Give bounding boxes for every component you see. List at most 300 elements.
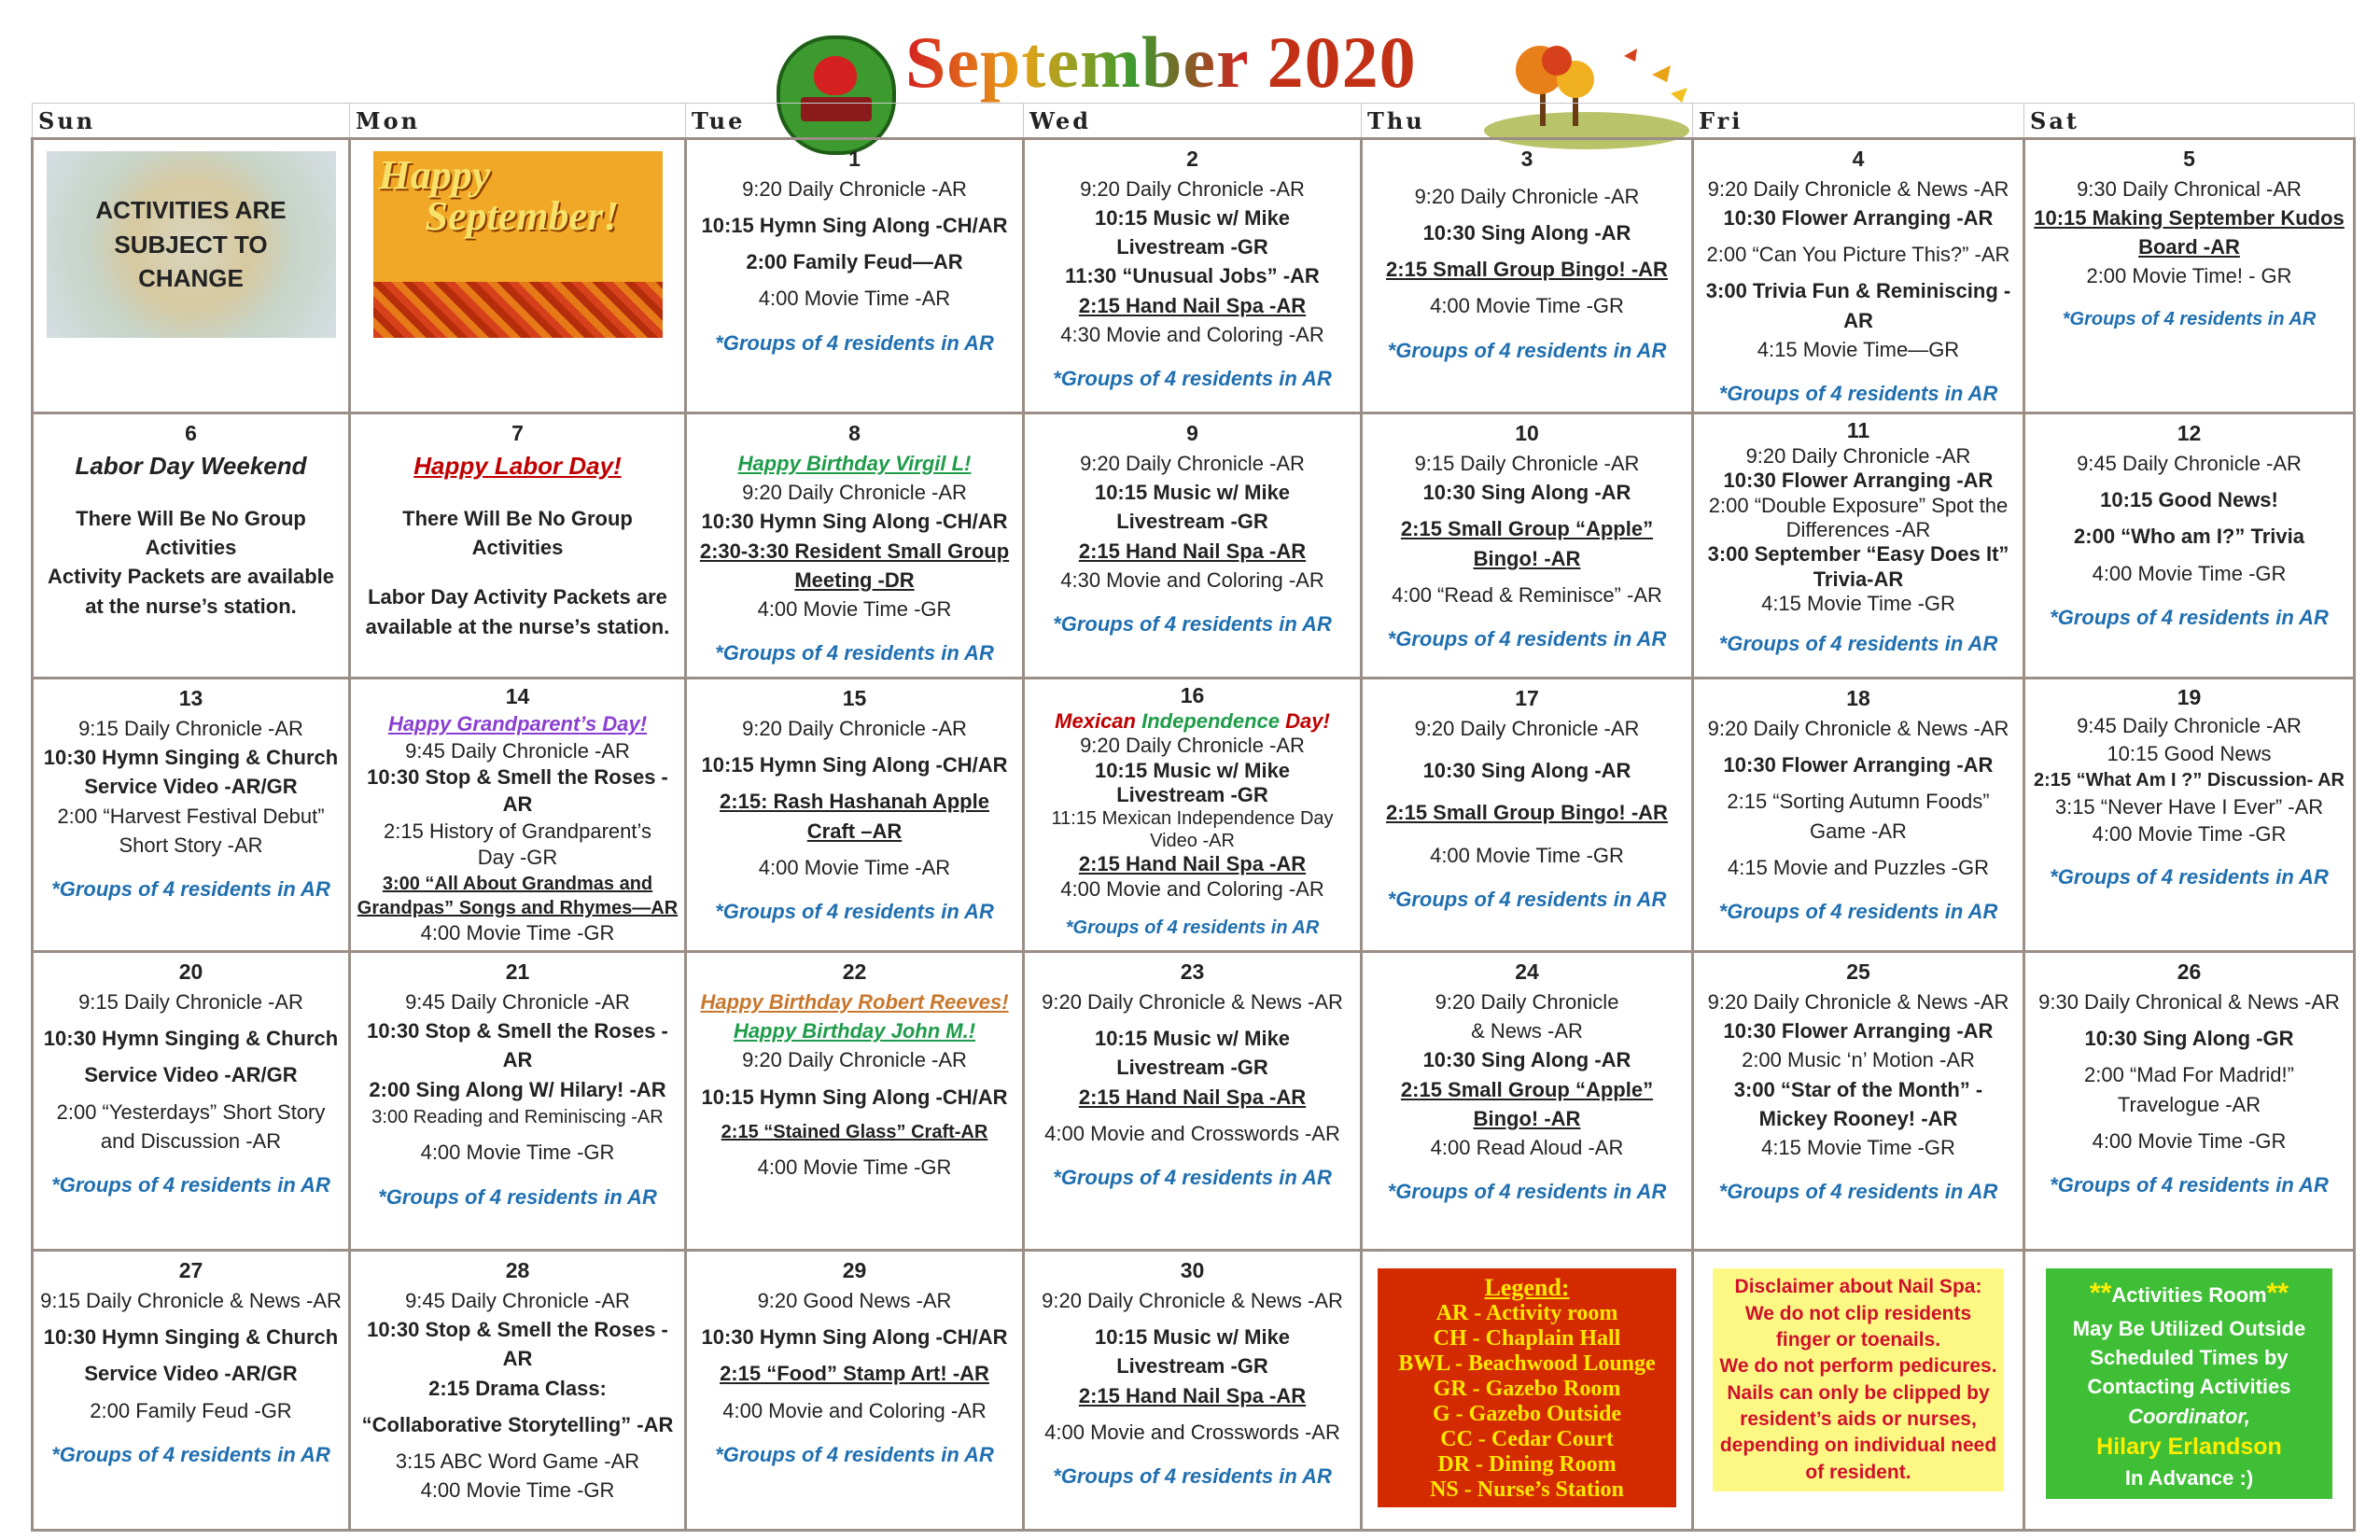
calendar-text: 10:30 Sing Along -AR — [1422, 220, 1631, 245]
calendar-text: 11:30 “Unusual Jobs” -AR — [1065, 264, 1320, 288]
legend-item: CC - Cedar Court — [1440, 1426, 1614, 1451]
calendar-text: 9:20 Daily Chronicle -AR — [1414, 716, 1640, 740]
calendar-text: Differences -AR — [1785, 518, 1931, 542]
calendar-text: Happy Birthday Robert Reeves! — [700, 990, 1009, 1014]
disclaimer-cell — [1693, 1251, 2024, 1531]
weekday-tue: Tue — [686, 104, 1024, 139]
calendar-text: *Groups of 4 residents in AR — [51, 1442, 330, 1466]
day-cell-7 — [350, 413, 686, 679]
calendar-text: 29 — [842, 1258, 867, 1283]
calendar-text: 4:00 Movie Time -GR — [420, 920, 615, 945]
calendar-text: *Groups of 4 residents in AR — [715, 641, 994, 665]
calendar-text: 22 — [842, 959, 867, 985]
week-row-3 — [33, 679, 2355, 952]
calendar-text: *Groups of 4 residents in AR — [1053, 367, 1332, 391]
calendar-text: 9:20 Daily Chronicle & News -AR — [1042, 990, 1343, 1014]
calendar-text: 10:30 Flower Arranging -AR — [1723, 469, 1994, 493]
day-cell-29 — [686, 1251, 1024, 1531]
calendar-text: 10:30 Flower Arranging -AR — [1723, 205, 1994, 230]
calendar-text: *Groups of 4 residents in AR — [1053, 1166, 1332, 1190]
calendar-text: Nails can only be clipped by — [1727, 1381, 1990, 1404]
calendar-text: of resident. — [1805, 1461, 1911, 1483]
calendar-text: Game -AR — [1810, 819, 1907, 843]
calendar-text: 2:00 “Who am I?” Trivia — [2074, 525, 2304, 549]
calendar-text: 1 — [848, 147, 861, 171]
day-cell-20 — [33, 952, 350, 1251]
calendar-text: 10:30 Hymn Singing & Church — [43, 1027, 339, 1051]
calendar-text: 10:30 Hymn Sing Along -CH/AR — [701, 510, 1008, 534]
calendar-text: 2:15 “Stained Glass” Craft-AR — [721, 1121, 988, 1142]
calendar-text: 9:45 Daily Chronicle -AR — [405, 990, 630, 1014]
calendar-text: Livestream -GR — [1116, 1354, 1268, 1379]
calendar-text: *Groups of 4 residents in AR — [2062, 308, 2317, 329]
legend-item: BWL - Beachwood Lounge — [1398, 1351, 1656, 1377]
calendar-text: 4:00 Movie Time -GR — [2092, 1128, 2287, 1153]
calendar-text: 10:30 Stop & Smell the Roses -AR — [367, 1019, 668, 1072]
calendar-text: Activities Room — [2111, 1283, 2267, 1308]
calendar-text: 2:15 “Food” Stamp Art! -AR — [720, 1362, 989, 1386]
calendar-text: Activities — [145, 536, 237, 560]
calendar-text: 2:00 “Mad For Madrid!” — [2084, 1063, 2294, 1087]
calendar-text: 2:00 Movie Time! - GR — [2086, 264, 2292, 288]
calendar-text: 3:00 “Star of the Month” - — [1733, 1077, 1983, 1101]
calendar-text: 3:15 ABC Word Game -AR — [395, 1449, 640, 1474]
sunflower-image — [47, 151, 336, 338]
calendar-text: depending on individual need — [1719, 1435, 1997, 1457]
calendar-text: resident’s aids or nurses, — [1740, 1408, 1977, 1431]
calendar-text: 9:20 Daily Chronicle -AR — [1080, 734, 1305, 758]
calendar-text: May Be Utilized Outside — [2072, 1316, 2306, 1340]
calendar-text: 16 — [1180, 683, 1205, 708]
legend-item: GR - Gazebo Room — [1433, 1377, 1621, 1402]
calendar-text: 3:00 September “Easy Does It” — [1707, 542, 2009, 567]
calendar-text: 2:15 Hand Nail Spa -AR — [1078, 1383, 1307, 1407]
calendar-text: September! — [425, 193, 620, 239]
calendar-text: finger or toenails. — [1775, 1329, 1941, 1351]
legend-item: G - Gazebo Outside — [1433, 1401, 1621, 1426]
calendar-text: 4:00 Movie Time -GR — [2092, 561, 2287, 585]
calendar-text: 17 — [1515, 686, 1539, 711]
calendar-text: 9:45 Daily Chronicle -AR — [405, 738, 630, 763]
calendar-text: 4:00 Movie Time -GR — [1430, 294, 1624, 318]
week-row-2 — [33, 413, 2355, 679]
calendar-text: 10:15 Music w/ Mike — [1094, 205, 1291, 230]
calendar-text: 6 — [185, 421, 197, 446]
calendar-text: 9:15 Daily Chronicle -AR — [78, 990, 303, 1014]
calendar-text: Board -AR — [2138, 235, 2240, 259]
calendar-text: 10:15 Music w/ Mike — [1094, 758, 1291, 782]
calendar-text: Video -AR — [1150, 831, 1235, 852]
calendar-text: Activity Packets are available — [48, 565, 334, 589]
calendar-text: 10:30 Sing Along -AR — [1422, 1048, 1631, 1072]
legend-item: NS - Nurse’s Station — [1430, 1477, 1624, 1502]
day-cell-10 — [1362, 413, 1693, 679]
calendar-text: 4:15 Movie and Puzzles -GR — [1727, 855, 1990, 879]
calendar-text: Happy Birthday John M.! — [733, 1019, 976, 1043]
calendar-text: 4:15 Movie Time -GR — [1761, 1136, 1955, 1160]
calendar-text: 14 — [505, 684, 530, 709]
day-cell-3 — [1362, 139, 1693, 413]
calendar-text: 2:00 Family Feud—AR — [746, 250, 963, 274]
day-cell-24 — [1362, 952, 1693, 1251]
calendar-text: SUBJECT TO — [114, 230, 268, 259]
calendar-text: Livestream -GR — [1116, 783, 1268, 807]
calendar-text: Happy Labor Day! — [413, 451, 622, 480]
calendar-text: 10:30 Sing Along -GR — [2084, 1027, 2294, 1051]
legend-title: Legend: — [1484, 1274, 1570, 1302]
calendar-text: 10:30 Hymn Sing Along -CH/AR — [701, 1325, 1008, 1350]
calendar-text: ** — [2266, 1278, 2289, 1309]
calendar-text: 27 — [178, 1258, 203, 1283]
calendar-text: 2 — [1186, 147, 1198, 171]
calendar-text: available at the nurse’s station. — [365, 614, 670, 638]
calendar-text: Travelogue -AR — [2117, 1092, 2261, 1116]
calendar-text: 7 — [511, 421, 524, 446]
calendar-text: Independence — [1141, 708, 1286, 733]
calendar-text: *Groups of 4 residents in AR — [2050, 605, 2329, 629]
calendar-text: Grandpas” Songs and Rhymes—AR — [357, 897, 679, 918]
calendar-text: *Groups of 4 residents in AR — [51, 1173, 330, 1197]
calendar-text: *Groups of 4 residents in AR — [51, 877, 330, 902]
calendar-text: 10:15 Music w/ Mike — [1094, 1027, 1291, 1051]
calendar-text: 4:00 Movie Time -GR — [2092, 822, 2287, 847]
day-cell-1 — [686, 139, 1024, 413]
day-cell-21 — [350, 952, 686, 1251]
calendar-text: 2:30-3:30 Resident Small Group — [699, 539, 1010, 563]
weekday-wed: Wed — [1024, 104, 1362, 139]
calendar-text: Service Video -AR/GR — [84, 1063, 298, 1087]
calendar-text: 10:30 Hymn Singing & Church — [43, 1325, 339, 1350]
calendar-text: There Will Be No Group — [76, 506, 306, 530]
calendar-text: at the nurse’s station. — [85, 594, 297, 618]
legend-item: CH - Chaplain Hall — [1433, 1326, 1621, 1351]
calendar-text: 10:30 Stop & Smell the Roses -AR — [367, 1318, 668, 1371]
calendar-text: Service Video -AR/GR — [84, 1362, 298, 1386]
calendar-text: 4:00 Movie Time -GR — [420, 1141, 615, 1165]
calendar-text: Bingo! -AR — [1473, 1106, 1581, 1130]
calendar-text: Short Story -AR — [119, 833, 263, 857]
calendar-text: 24 — [1515, 959, 1539, 985]
calendar-text: 9:20 Daily Chronicle & News -AR — [1707, 176, 2009, 201]
calendar-text: 9:20 Daily Chronicle -AR — [742, 716, 967, 740]
calendar-text: Contacting Activities — [2087, 1375, 2291, 1399]
calendar-text: 11:15 Mexican Independence Day — [1051, 808, 1334, 830]
calendar-text: 4:30 Movie and Coloring -AR — [1060, 322, 1324, 346]
calendar-text: 9:15 Daily Chronicle -AR — [1414, 451, 1640, 475]
calendar-text: 2:15 Small Group Bingo! -AR — [1386, 258, 1668, 282]
calendar-text: 2:15 Small Group “Apple” — [1400, 1077, 1654, 1101]
calendar-text: 2:00 Music ‘n’ Motion -AR — [1742, 1048, 1975, 1072]
calendar-text: 9:20 Daily Chronicle & News -AR — [1042, 1289, 1343, 1312]
week-row-5 — [33, 1251, 2355, 1531]
legend-box — [1378, 1268, 1676, 1507]
calendar-text: 9:45 Daily Chronicle -AR — [405, 1289, 630, 1312]
day-cell-28 — [350, 1251, 686, 1531]
calendar-text: 9:45 Daily Chronicle -AR — [2077, 451, 2302, 475]
day-cell-27 — [33, 1251, 350, 1531]
legend-cell — [1362, 1251, 1693, 1531]
calendar-text: 10:15 Making September Kudos — [2034, 205, 2345, 230]
weekday-sun: Sun — [33, 104, 350, 139]
calendar-text: Bingo! -AR — [1473, 546, 1581, 570]
day-cell-17 — [1362, 679, 1693, 952]
calendar-text: 4:00 Movie Time -AR — [758, 287, 951, 311]
calendar-text: *Groups of 4 residents in AR — [1053, 1464, 1332, 1489]
calendar-text: 2:15 Hand Nail Spa -AR — [1078, 1085, 1307, 1109]
calendar-text: Mexican — [1055, 708, 1142, 733]
calendar-text: Mickey Rooney! -AR — [1758, 1106, 1958, 1130]
calendar-text: 8 — [848, 421, 861, 446]
calendar-text: Happy Grandparent’s Day! — [387, 712, 648, 736]
calendar-text: 2:15 “Sorting Autumn Foods” — [1727, 790, 1990, 814]
calendar-text: 3:00 “All About Grandmas and — [382, 873, 653, 894]
calendar-text: 2:15 Drama Class: — [428, 1376, 607, 1400]
day-cell-14 — [350, 679, 686, 952]
calendar-text: 9:30 Daily Chronical & News -AR — [2038, 990, 2340, 1014]
calendar-text: *Groups of 4 residents in AR — [378, 1184, 657, 1209]
day-cell-empty — [33, 139, 350, 413]
calendar-text: *Groups of 4 residents in AR — [1718, 382, 1998, 406]
calendar-text: Happy Birthday Virgil L! — [737, 451, 972, 475]
day-cell-5 — [2024, 139, 2355, 413]
calendar-text: 9:20 Daily Chronicle -AR — [1745, 443, 1971, 468]
calendar-text: 10:15 Music w/ Mike — [1094, 481, 1291, 505]
calendar-text: *Groups of 4 residents in AR — [1387, 627, 1667, 651]
calendar-text: 9:20 Daily Chronicle -AR — [1080, 451, 1305, 475]
calendar-text: 9:20 Daily Chronicle -AR — [742, 176, 967, 201]
calendar-text: Meeting -DR — [794, 567, 915, 592]
calendar-text: In Advance :) — [2124, 1466, 2254, 1491]
calendar-text: 2:15 Small Group Bingo! -AR — [1386, 801, 1668, 825]
calendar-text: *Groups of 4 residents in AR — [1718, 900, 1998, 924]
calendar-text: 3 — [1520, 147, 1533, 171]
mexican-independence-day-heading — [1030, 709, 1354, 734]
day-cell-19 — [2024, 679, 2355, 952]
calendar-text: We do not perform pedicures. — [1719, 1355, 1997, 1378]
calendar-text: *Groups of 4 residents in AR — [1053, 612, 1332, 637]
calendar-text: 10:15 Hymn Sing Along -CH/AR — [701, 1085, 1008, 1109]
calendar-text: 3:00 Trivia Fun & Reminiscing -AR — [1705, 279, 2011, 332]
calendar-text: Livestream -GR — [1116, 1056, 1268, 1080]
calendar-text: Service Video -AR/GR — [84, 775, 298, 799]
day-cell-16 — [1024, 679, 1362, 952]
calendar-text: 2:15 Hand Nail Spa -AR — [1078, 293, 1307, 317]
calendar-text: 12 — [2177, 421, 2202, 446]
weekday-sat: Sat — [2024, 104, 2355, 139]
calendar-text: 19 — [2177, 685, 2202, 710]
calendar-text: 13 — [178, 686, 203, 711]
calendar-text: 9:20 Daily Chronicle & News -AR — [1707, 716, 2009, 740]
calendar-text: *Groups of 4 residents in AR — [1387, 338, 1667, 362]
calendar-text: Craft –AR — [806, 819, 903, 843]
calendar-text: 4:30 Movie and Coloring -AR — [1060, 567, 1324, 592]
calendar-text: & News -AR — [1471, 1019, 1583, 1043]
calendar-text: *Groups of 4 residents in AR — [2050, 1173, 2329, 1197]
calendar-text: 26 — [2177, 959, 2202, 985]
calendar-text: 4:15 Movie Time—GR — [1757, 337, 1960, 361]
calendar-text: Hilary Erlandson — [2096, 1433, 2282, 1460]
calendar-text: 9:20 Daily Chronicle -AR — [742, 1048, 967, 1072]
calendar-text: 21 — [505, 959, 530, 985]
calendar-text: 10:30 Sing Along -AR — [1422, 481, 1631, 505]
calendar-text: 4:00 Movie and Coloring -AR — [722, 1398, 987, 1422]
calendar-text: 10:30 Hymn Singing & Church — [43, 746, 339, 770]
calendar-text: Coordinator, — [2128, 1404, 2250, 1428]
calendar-text: *Groups of 4 residents in AR — [1387, 1180, 1667, 1204]
calendar-text: 4:00 Movie Time -GR — [1430, 843, 1624, 867]
calendar-text: *Groups of 4 residents in AR — [1387, 887, 1667, 911]
calendar-text: *Groups of 4 residents in AR — [715, 900, 994, 924]
calendar-text: 2:00 “Yesterdays” Short Story — [56, 1099, 326, 1124]
calendar-grid — [31, 103, 2356, 1532]
calendar-text: 4:15 Movie Time -GR — [1761, 592, 1955, 616]
calendar-text: 2:15 Small Group “Apple” — [1400, 517, 1654, 541]
calendar-text: 2:15 History of Grandparent’s — [384, 819, 651, 843]
day-cell-6 — [33, 413, 350, 679]
calendar-text: and Discussion -AR — [100, 1128, 282, 1153]
calendar-text: 10 — [1515, 421, 1539, 446]
calendar-text: 10:15 Good News — [2107, 742, 2272, 766]
day-cell-22 — [686, 952, 1024, 1251]
calendar-text: 2:15: Rash Hashanah Apple — [720, 790, 989, 814]
calendar-text: 2:15 Hand Nail Spa -AR — [1078, 852, 1307, 876]
calendar-text: Livestream -GR — [1116, 235, 1268, 259]
calendar-text: Disclaimer about Nail Spa: — [1734, 1276, 1982, 1298]
calendar-text: We do not clip residents — [1744, 1302, 1972, 1324]
calendar-text: 9:20 Daily Chronicle -AR — [1414, 184, 1640, 208]
calendar-text: 2:15 “What Am I ?” Discussion- AR — [2033, 769, 2345, 791]
calendar-text: 10:30 Stop & Smell the Roses -AR — [367, 765, 668, 816]
calendar-text: 2:00 “Can You Picture This?” -AR — [1706, 243, 2010, 267]
calendar-text: Labor Day Weekend — [75, 451, 307, 480]
calendar-text: 20 — [178, 959, 203, 985]
calendar-text: 9:30 Daily Chronical -AR — [2077, 176, 2302, 201]
day-cell-13 — [33, 679, 350, 952]
day-cell-25 — [1693, 952, 2024, 1251]
calendar-text: *Groups of 4 residents in AR — [715, 330, 994, 355]
calendar-text: Day -GR — [477, 846, 558, 870]
day-cell-9 — [1024, 413, 1362, 679]
calendar-text: 4:00 “Read & Reminisce” -AR — [1392, 582, 1662, 607]
calendar-text: *Groups of 4 residents in AR — [2050, 865, 2329, 889]
calendar-text: 28 — [505, 1258, 530, 1283]
calendar-text: 4:00 Movie Time -AR — [758, 855, 951, 879]
day-cell-23 — [1024, 952, 1362, 1251]
calendar-text: 4 — [1852, 147, 1865, 171]
calendar-text: 10:15 Hymn Sing Along -CH/AR — [701, 213, 1008, 237]
calendar-text: There Will Be No Group — [402, 506, 633, 530]
calendar-text: Happy — [378, 152, 491, 198]
calendar-text: 4:00 Read Aloud -AR — [1430, 1136, 1624, 1160]
calendar-text: 9:20 Daily Chronicle -AR — [1080, 176, 1305, 201]
calendar-text: 9:20 Daily Chronicle & News -AR — [1707, 990, 2009, 1014]
calendar-text: 10:15 Hymn Sing Along -CH/AR — [701, 753, 1008, 777]
calendar-text: Trivia-AR — [1813, 567, 1904, 591]
calendar-text: 2:00 Family Feud -GR — [90, 1398, 292, 1422]
calendar-text: Labor Day Activity Packets are — [368, 585, 667, 609]
weekday-fri: Fri — [1693, 104, 2024, 139]
calendar-text: 10:15 Good News! — [2100, 488, 2278, 512]
day-cell-30 — [1024, 1251, 1362, 1531]
calendar-text: 2:15 Hand Nail Spa -AR — [1078, 539, 1307, 563]
legend-item: DR - Dining Room — [1437, 1451, 1617, 1477]
activities-room-cell — [2024, 1251, 2355, 1531]
calendar-text: 23 — [1180, 959, 1205, 985]
day-cell-11 — [1693, 413, 2024, 679]
happy-september-image — [373, 151, 663, 338]
calendar-text: 30 — [1180, 1258, 1205, 1283]
calendar-text: 4:00 Movie Time -GR — [420, 1478, 615, 1503]
calendar-text: 4:00 Movie and Crosswords -AR — [1044, 1121, 1340, 1145]
calendar-text: 4:00 Movie and Coloring -AR — [1060, 876, 1324, 901]
day-cell-4 — [1693, 139, 2024, 413]
calendar-text: 11 — [1846, 418, 1870, 443]
calendar-text: *Groups of 4 residents in AR — [1718, 631, 1998, 655]
calendar-text: 10:15 Music w/ Mike — [1094, 1325, 1291, 1350]
calendar-text: 9:15 Daily Chronicle & News -AR — [40, 1289, 342, 1312]
calendar-text: “Collaborative Storytelling” -AR — [361, 1412, 674, 1436]
calendar-text: 15 — [842, 686, 867, 711]
page-title — [905, 21, 1417, 105]
calendar-text: 5 — [2183, 147, 2195, 171]
calendar-text: Livestream -GR — [1116, 510, 1268, 534]
calendar-text: 4:00 Movie and Crosswords -AR — [1044, 1420, 1340, 1444]
calendar-text: 9:15 Daily Chronicle -AR — [78, 716, 303, 740]
title-year: 2020 — [1267, 21, 1417, 103]
calendar-text: Day! — [1285, 708, 1330, 733]
calendar-text: 2:00 “Harvest Festival Debut” — [57, 804, 325, 828]
title-month: September — [905, 21, 1249, 103]
weekday-mon: Mon — [350, 104, 686, 139]
weekday-header-row — [33, 104, 2355, 139]
calendar-text: 10:30 Flower Arranging -AR — [1723, 1019, 1994, 1043]
calendar-text: 9:20 Daily Chronicle -AR — [742, 481, 967, 505]
calendar-text: 10:30 Flower Arranging -AR — [1723, 753, 1994, 777]
calendar-text: Activities — [471, 536, 564, 560]
day-cell-12 — [2024, 413, 2355, 679]
day-cell-15 — [686, 679, 1024, 952]
calendar-text: 9:45 Daily Chronicle -AR — [2077, 714, 2302, 738]
calendar-text: 18 — [1846, 686, 1870, 711]
calendar-text: ACTIVITIES ARE — [95, 196, 287, 225]
week-row-4 — [33, 952, 2355, 1251]
calendar-text: 25 — [1846, 959, 1870, 985]
calendar-text: 3:15 “Never Have I Ever” -AR — [2054, 794, 2324, 819]
calendar-text: 4:00 Movie Time -GR — [757, 597, 952, 622]
day-cell-8 — [686, 413, 1024, 679]
calendar-text: 2:00 “Double Exposure” Spot the — [1708, 493, 2009, 517]
calendar-text: ** — [2090, 1278, 2112, 1309]
week-row-1 — [33, 139, 2355, 413]
nail-spa-disclaimer — [1713, 1268, 2004, 1491]
weekday-thu: Thu — [1362, 104, 1693, 139]
calendar-text: Scheduled Times by — [2090, 1346, 2289, 1370]
calendar-text: 3:00 Reading and Reminiscing -AR — [371, 1106, 664, 1127]
day-cell-18 — [1693, 679, 2024, 952]
activities-room-notice — [2046, 1268, 2332, 1498]
legend-item: AR - Activity room — [1435, 1301, 1618, 1326]
calendar-text: *Groups of 4 residents in AR — [1718, 1180, 1998, 1204]
calendar-text: *Groups of 4 residents in AR — [1065, 917, 1320, 939]
calendar-text: 10:30 Sing Along -AR — [1422, 759, 1631, 783]
calendar-text: 2:00 Sing Along W/ Hilary! -AR — [369, 1077, 666, 1101]
calendar-text: *Groups of 4 residents in AR — [715, 1442, 994, 1466]
calendar-text: CHANGE — [138, 264, 244, 293]
day-cell-empty — [350, 139, 686, 413]
calendar-text: 9:20 Good News -AR — [757, 1289, 952, 1312]
calendar-text: 4:00 Movie Time -GR — [757, 1155, 952, 1180]
calendar-text: 9 — [1186, 421, 1198, 446]
